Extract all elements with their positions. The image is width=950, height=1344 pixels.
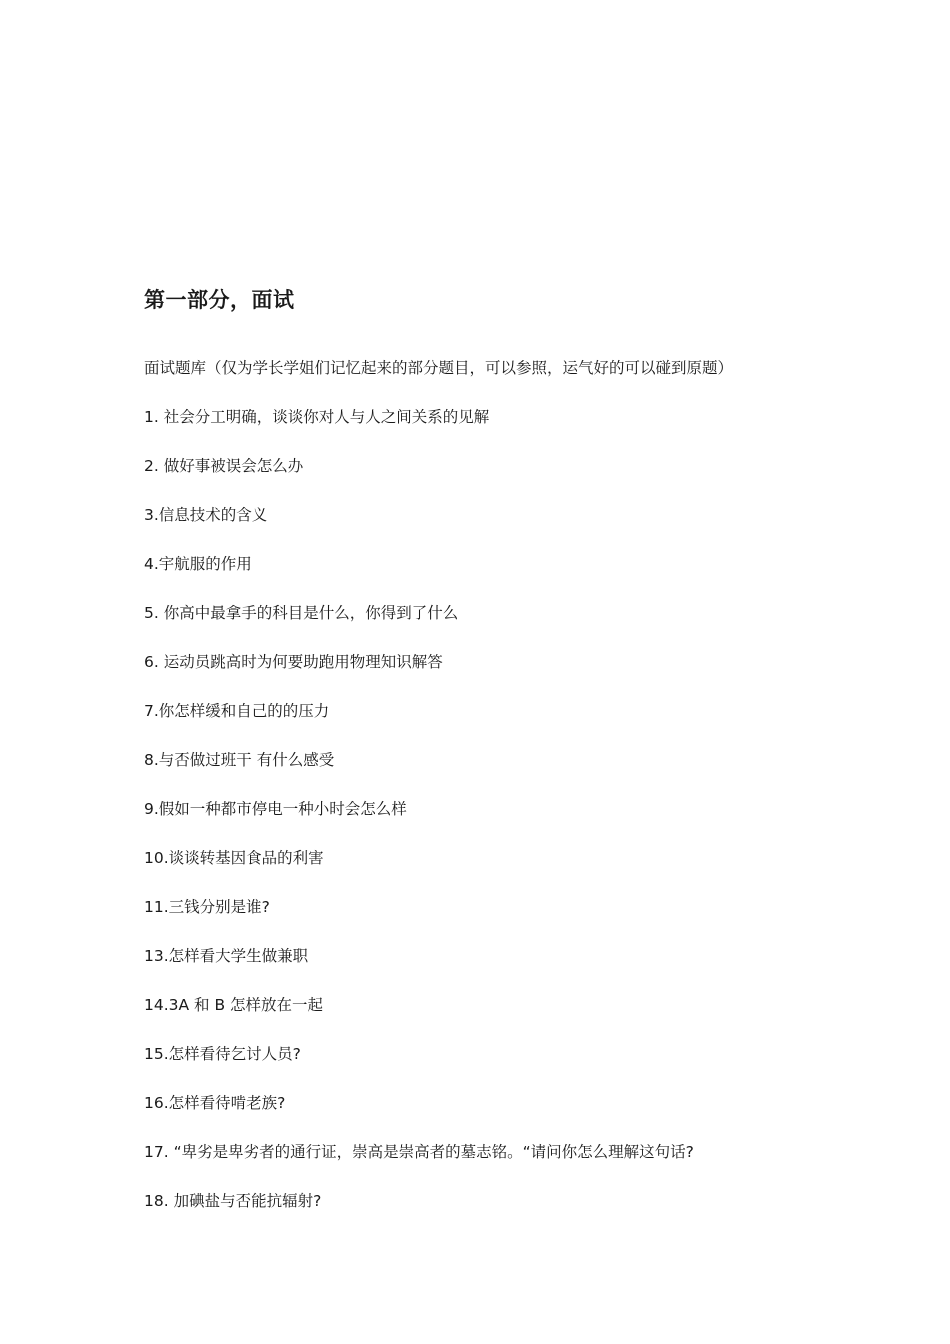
question-item: 8.与否做过班干 有什么感受 [144, 751, 335, 769]
question-item: 15.怎样看待乞讨人员? [144, 1045, 301, 1063]
question-item: 5. 你高中最拿手的科目是什么，你得到了什么 [144, 604, 459, 622]
question-item: 6. 运动员跳高时为何要助跑用物理知识解答 [144, 653, 443, 671]
question-item: 18. 加碘盐与否能抗辐射? [144, 1192, 322, 1210]
question-item: 1. 社会分工明确，谈谈你对人与人之间关系的见解 [144, 408, 490, 426]
question-item: 2. 做好事被误会怎么办 [144, 457, 304, 475]
question-item: 13.怎样看大学生做兼职 [144, 947, 309, 965]
question-item: 7.你怎样缓和自己的的压力 [144, 702, 330, 720]
question-item: 11.三钱分别是谁? [144, 898, 270, 916]
intro-paragraph: 面试题库（仅为学长学姐们记忆起来的部分题目，可以参照，运气好的可以碰到原题） [144, 359, 734, 377]
question-item: 17. “卑劣是卑劣者的通行证，崇高是崇高者的墓志铭。“请问你怎么理解这句话? [144, 1143, 694, 1161]
question-item: 4.宇航服的作用 [144, 555, 252, 573]
question-item: 14.3A 和 B 怎样放在一起 [144, 996, 324, 1014]
question-item: 3.信息技术的含义 [144, 506, 268, 524]
question-list [144, 354, 864, 1236]
question-item: 9.假如一种都市停电一种小时会怎么样 [144, 800, 407, 818]
question-item: 10.谈谈转基因食品的利害 [144, 849, 324, 867]
question-item: 16.怎样看待啃老族? [144, 1094, 286, 1112]
section-heading: 第一部分，面试 [144, 288, 295, 312]
